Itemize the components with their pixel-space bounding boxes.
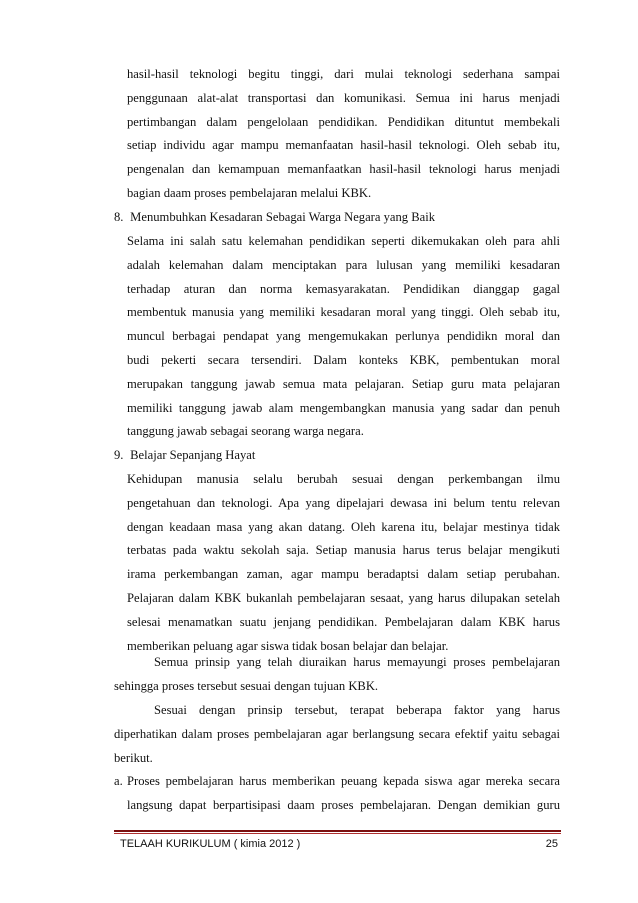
page-number: 25	[545, 838, 558, 850]
text-line: membentuk manusia yang memiliki kesadaran moral yang tinggi. Oleh sebab itu,	[127, 305, 560, 320]
list-item-title: Belajar Sepanjang Hayat	[130, 448, 256, 462]
footer-rule	[114, 830, 561, 832]
text-line: budi pekerti secara tersendiri. Dalam konteks KBK, pembentukan moral	[127, 352, 560, 367]
list-item-body	[127, 230, 560, 444]
text-line: muncul berbagai pendapat yang mengemukakan perlunya pendidikn moral dan	[127, 329, 560, 344]
continuation-paragraph	[127, 63, 560, 206]
list-item-heading	[114, 770, 127, 794]
list-letter: a.	[114, 774, 123, 788]
list-number: 8.	[114, 210, 124, 224]
text-line: memiliki tanggung jawab alam mengembangkan manusia yang sadar dan penuh	[127, 400, 560, 415]
text-line: diperhatikan dalam proses pembelajaran agar berlangsung secara efektif yaitu sebagai	[114, 726, 560, 741]
text-line: Semua prinsip yang telah diuraikan harus memayungi proses pembelajaran	[154, 655, 560, 669]
text-line: Proses pembelajaran harus memberikan peuang kepada siswa agar mereka secara	[127, 774, 560, 788]
list-item-body	[127, 468, 560, 658]
text-line: pengetahuan dan teknologi. Apa yang dipelajari dewasa ini belum tentu relevan	[127, 495, 560, 510]
text-line: terbatas pada waktu sekolah saja. Setiap manusia harus terus belajar mengikuti	[127, 543, 560, 558]
text-line: pengenalan dan kemampuan memanfaatkan hasil-hasil teknologi harus menjadi	[127, 162, 560, 177]
text-line: dengan keadaan masa yang akan datang. Oleh karena itu, belajar mestinya tidak	[127, 519, 560, 534]
text-line: penggunaan alat-alat transportasi dan komunikasi. Semua ini harus menjadi	[127, 90, 560, 105]
text-line: selesai menamatkan suatu jenjang pendidikan. Pembelajaran dalam KBK harus	[127, 614, 560, 629]
text-line: berikut.	[114, 750, 153, 765]
text-line: hasil-hasil teknologi begitu tinggi, dari mulai teknologi sederhana sampai	[127, 67, 560, 81]
text-line: memberikan peluang agar siswa tidak bosan belajar dan belajar.	[127, 638, 449, 653]
text-line: merupakan tanggung jawab semua mata pelajaran. Setiap guru mata pelajaran	[127, 376, 560, 391]
text-line: irama perkembangan zaman, agar mampu beradaptsi dalam setiap perubahan.	[127, 567, 560, 582]
text-line: sehingga proses tersebut sesuai dengan tujuan KBK.	[114, 678, 379, 693]
footer-title: TELAAH KURIKULUM ( kimia 2012 )	[120, 838, 301, 850]
text-line: bagian daam proses pembelajaran melalui KBK.	[127, 185, 372, 200]
text-line: adalah kelemahan dalam menciptakan para lulusan yang memiliki kesadaran	[127, 257, 560, 272]
text-line: langsung dapat berpartisipasi daam proses pembelajaran. Dengan demikian guru	[127, 797, 560, 812]
body-paragraph	[114, 651, 560, 699]
text-line: Sesuai dengan prinsip tersebut, terapat beberapa faktor yang harus	[154, 703, 560, 717]
list-item-heading	[114, 444, 255, 468]
list-number: 9.	[114, 448, 124, 462]
list-item-heading	[114, 206, 435, 230]
list-item-title: Menumbuhkan Kesadaran Sebagai Warga Negara yang Baik	[130, 210, 436, 224]
list-item-body	[127, 770, 560, 818]
text-line: tanggung jawab sebagai seorang warga negara.	[127, 424, 364, 439]
text-line: Pelajaran dalam KBK bukanlah pembelajaran sesaat, yang harus dilupakan setelah	[127, 590, 560, 605]
text-line: Kehidupan manusia selalu berubah sesuai dengan perkembangan ilmu	[127, 472, 560, 486]
body-paragraph	[114, 699, 560, 770]
text-line: terhadap aturan dan norma kemasyarakatan. Pendidikan dianggap gagal	[127, 281, 560, 296]
text-line: pertimbangan dalam pengelolaan pendidikan. Pendidikan dituntut membekali	[127, 114, 560, 129]
footer-rule	[114, 833, 561, 834]
text-line: setiap individu agar mampu memanfaatan hasil-hasil teknologi. Oleh sebab itu,	[127, 138, 560, 153]
text-line: Selama ini salah satu kelemahan pendidikan seperti dikemukakan oleh para ahli	[127, 234, 560, 248]
